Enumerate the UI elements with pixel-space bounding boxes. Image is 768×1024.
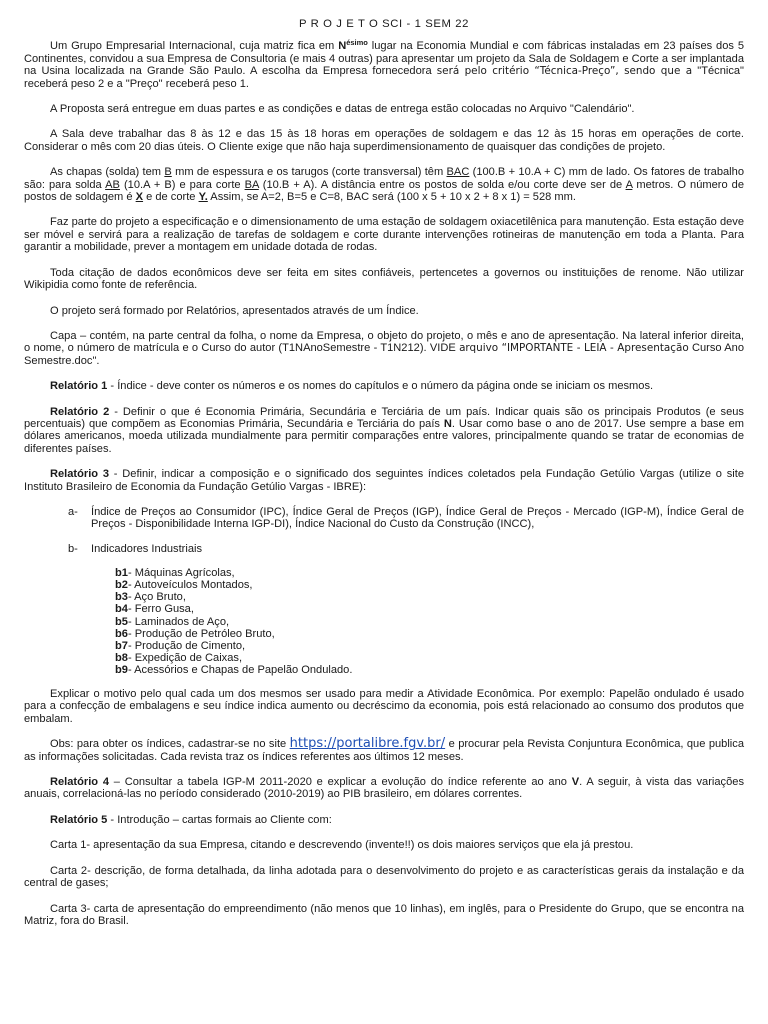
relatorio-2-label: Relatório 2 — [50, 405, 110, 418]
carta-3: Carta 3- carta de apresentação do empreendimento (não menos que 10 linhas), em inglês, para o Presidente do Grupo, que se encontra na Matriz, fora do Brasil. — [24, 902, 744, 927]
relatorio-3: Relatório 3 - Definir, indicar a composição e o significado dos seguintes índices coletados pela Fundação Getúlio Vargas (utilize o site Instituto Brasileiro de Economia da Fundação Getúlio Vargas - IBRE): — [24, 468, 744, 493]
portalibre-link[interactable]: https://portalibre.fgv.br/ — [289, 736, 446, 752]
indicador-item: b3- Aço Bruto, — [115, 591, 186, 604]
var-ba: BA — [244, 178, 259, 191]
relatorio-5: Relatório 5 - Introdução – cartas formais ao Cliente com: — [50, 813, 332, 826]
citacao-paragraph: Toda citação de dados econômicos deve ser feita em sites confiáveis, pertencetes a governos ou instituições de renome. Não utilizar Wikipidia como fonte de referência. — [24, 266, 744, 292]
var-bac: BAC — [446, 166, 470, 179]
explicar-paragraph: Explicar o motivo pelo qual cada um dos mesmos ser usado para medir a Atividade Econômica. Por exemplo: Papelão ondulado é usado para a confecção de embalagens e seu índice indica aumento ou decréscimo da economia, pois está relacionado ao consumo dos produtos que embalam. — [24, 688, 744, 725]
var-b: B — [164, 166, 172, 179]
var-a: A — [625, 178, 633, 191]
var-y: Y. — [198, 191, 208, 204]
var-v: V — [571, 776, 580, 789]
indicador-item: b1- Máquinas Agrícolas, — [115, 567, 235, 580]
formado-paragraph: O projeto será formado por Relatórios, apresentados através de um Índice. — [50, 304, 419, 317]
capa-paragraph: Capa – contém, na parte central da folha, o nome da Empresa, o objeto do projeto, o mês e ano de apresentação. Na lateral inferior direita, o nome, o número de matrícula e o Curso do autor (T1NAnoSemestre - T1N212). VIDE arquivo “IMPORTANTE - LEIA - Apresentação Curso Ano Semestre.doc". — [24, 329, 744, 367]
list-marker-a: a- — [68, 505, 78, 518]
indicador-item: b7- Produção de Cimento, — [115, 639, 246, 652]
var-x: X — [135, 191, 144, 204]
carta-2: Carta 2- descrição, de forma detalhada, da linha adotada para o desenvolvimento do projeto e as características gerais da instalação e da central de gases; — [24, 864, 744, 890]
intro-paragraph — [24, 40, 744, 90]
relatorio-2: Relatório 2 - Definir o que é Economia Primária, Secundária e Terciária de um país. Indicar quais são os principais Produtos (e seus percentuais) que compõem as Economias Primária, Secundária e Terciária do país N. Usar como base o ano de 2017. Use sempre a base em dólares americanos, moeda utilizada mundialmente para permitir comparações entre valores, principalmente quando se tratar de economias de diferentes países. — [24, 405, 744, 455]
list-text-b: Indicadores Industriais — [91, 542, 202, 555]
indicador-item: b2- Autoveículos Montados, — [115, 579, 253, 592]
n-variable: $N^{ésimo}$ — [338, 38, 368, 53]
list-item-b — [24, 543, 744, 555]
chapas-paragraph: As chapas (solda) tem B mm de espessura e os tarugos (corte transversal) têm BAC (100.B + 10.A + C) mm de lado. Os fatores de trabalho são: para solda AB (10.A + B) e para corte BA (10.B + A). A distância entre os postos de solda e/ou corte deve ser de A metros. O número de postos de soldagem é X e de corte Y. Assim, se A=2, B=5 e C=8, BAC será (100 x 5 + 10 x 2 + 8 x 1) = 528 mm. — [24, 166, 744, 204]
indicadores-list — [24, 567, 744, 676]
indicador-item: b5- Laminados de Aço, — [115, 615, 230, 628]
estacao-paragraph: Faz parte do projeto a especificação e o dimensionamento de uma estação de soldagem oxiacetilênica para manutenção. Esta estação deve ser móvel e servirá para a realização de tarefas de soldagem e corte durante intervenções rotineiras de manutenção em toda a Planta. Para garantir a mobilidade, prever a montagem em unidade dotada de rodas. — [24, 216, 744, 254]
indicador-item: b4- Ferro Gusa, — [115, 603, 194, 616]
sala-paragraph: A Sala deve trabalhar das 8 às 12 e das 15 às 18 horas em operações de soldagem e das 12 às 15 horas em operações de corte. Considerar o mês com 20 dias úteis. O Cliente exige que não haja superdimensionamento de quaisquer das condições de projeto. — [24, 128, 744, 153]
relatorio-4-label: Relatório 4 — [50, 776, 110, 789]
relatorio-3-label: Relatório 3 — [50, 468, 110, 481]
relatorio-4: Relatório 4 – Consultar a tabela IGP-M 2011-2020 e explicar a evolução do índice referente ao ano V. A seguir, à vista das variações anuais, correlacioná-las no período considerado (2010-2019) ao PIB brasileiro, em dólares correntes. — [24, 776, 744, 801]
relatorio-1-label: Relatório 1 — [50, 380, 108, 393]
indicador-item: b6- Produção de Petróleo Bruto, — [115, 627, 275, 640]
var-ab: AB — [105, 178, 120, 191]
list-marker-b: b- — [68, 542, 78, 555]
list-item-a — [24, 506, 744, 531]
carta-1: Carta 1- apresentação da sua Empresa, citando e descrevendo (invente!!) os dois maiores serviços que ela já prestou. — [50, 839, 634, 852]
relatorio-1: Relatório 1 - Índice - deve conter os números e os nomes do capítulos e o número da página onde se iniciam os mesmos. — [50, 380, 654, 393]
relatorio-5-label: Relatório 5 — [50, 813, 108, 826]
n-superscript: ésimo — [346, 38, 368, 48]
proposta-paragraph: A Proposta será entregue em duas partes e as condições e datas de entrega estão colocadas no Arquivo "Calendário". — [50, 103, 635, 116]
intro-text-4: "Técnica" receberá peso 2 e a "Preço" receberá peso 1. — [24, 65, 744, 90]
intro-text-3: será pelo critério “Técnica-Preço”, sendo que a — [436, 65, 693, 78]
obs-paragraph: Obs: para obter os índices, cadastrar-se no site https://portalibre.fgv.br/ e procurar pela Revista Conjuntura Econômica, que publica as informações solicitadas. Cada revista traz os índices referentes aos últimos 12 meses. — [24, 736, 744, 763]
indicador-item: b9- Acessórios e Chapas de Papelão Ondulado. — [115, 663, 353, 676]
intro-text-2: lugar na Economia Mundial e com fábricas instaladas em 23 países dos 5 Continentes, convidou a sua Empresa de Consultoria (e mais 4 outras) para apresentar um projeto da Sala de Soldagem e Corte a ser implantada na Usina localizada na Grande São Paulo. A escolha da Empresa fornecedora — [24, 40, 744, 78]
var-n: N — [443, 417, 452, 430]
list-text-a: Índice de Preços ao Consumidor (IPC), Índice Geral de Preços (IGP), Índice Geral de Preços - Mercado (IGP-M), Índice Geral de Preços - Disponibilidade Interna IGP-DI), Índice Nacional do Custo da Construção (INCC), — [91, 505, 744, 531]
document-title: P R O J E T O SCI - 1 SEM 22 — [299, 18, 469, 30]
indicador-item: b8- Expedição de Caixas, — [115, 651, 243, 664]
intro-text-1: Um Grupo Empresarial Internacional, cuja matriz fica em — [50, 40, 339, 53]
